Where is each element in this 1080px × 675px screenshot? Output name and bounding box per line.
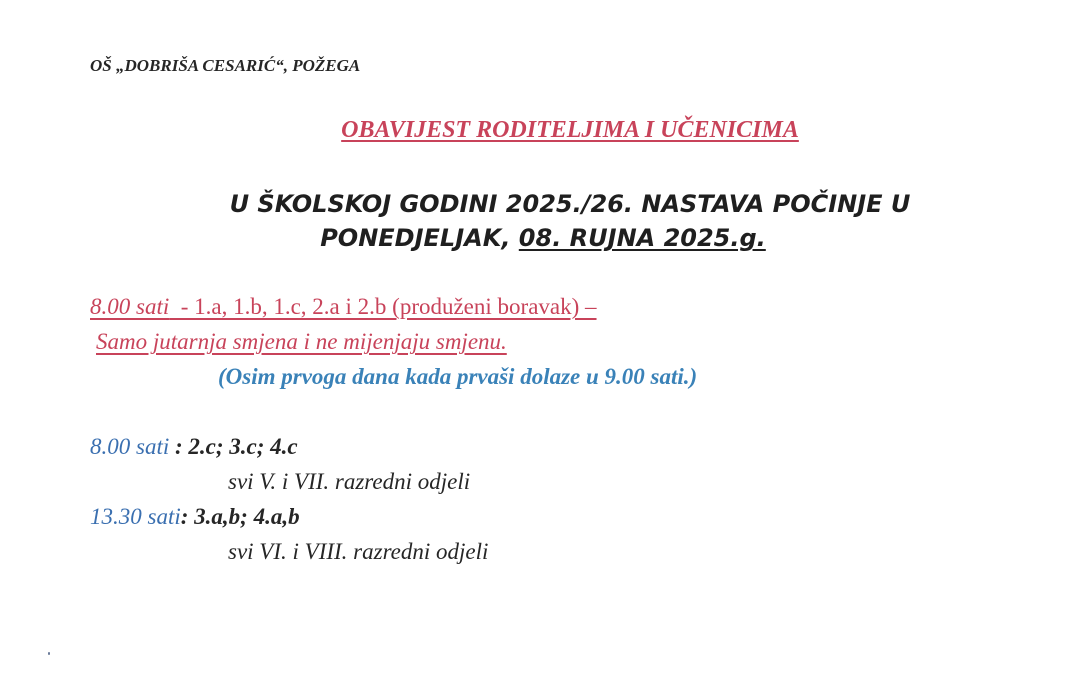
school-name: OŠ „DOBRIŠA CESARIĆ“, POŽEGA bbox=[90, 56, 361, 75]
announcement-line-1: U ŠKOLSKOJ GODINI 2025./26. NASTAVA POČINJE U bbox=[229, 190, 911, 218]
schedule-row-afternoon bbox=[90, 504, 300, 530]
announcement-line-2 bbox=[0, 224, 1080, 252]
first-shift-line bbox=[90, 294, 597, 320]
schedule-separator: : bbox=[169, 434, 189, 459]
schedule-detail-afternoon: svi VI. i VIII. razredni odjeli bbox=[228, 539, 489, 564]
first-shift-note: Samo jutarnja smjena i ne mijenjaju smjenu. bbox=[96, 329, 507, 354]
first-shift-classes: - 1.a, 1.b, 1.c, 2.a i 2.b (produženi boravak) – bbox=[169, 294, 597, 319]
schedule-row-morning bbox=[90, 434, 298, 460]
notice-headline: OBAVIJEST RODITELJIMA I UČENICIMA bbox=[341, 117, 799, 143]
start-date: 08. RUJNA 2025.g. bbox=[518, 224, 766, 252]
first-shift-time: 8.00 sati bbox=[90, 294, 170, 319]
schedule-classes: 3.a,b; 4.a,b bbox=[194, 504, 300, 529]
scan-speck bbox=[48, 652, 50, 655]
schedule-separator: : bbox=[180, 504, 195, 529]
schedule-classes: 2.c; 3.c; 4.c bbox=[188, 434, 298, 459]
schedule-time: 13.30 sati bbox=[90, 504, 181, 529]
announcement-day: PONEDJELJAK, bbox=[320, 224, 519, 252]
schedule-detail-morning: svi V. i VII. razredni odjeli bbox=[228, 469, 471, 494]
first-day-exception: (Osim prvoga dana kada prvaši dolaze u 9.00 sati.) bbox=[218, 364, 698, 389]
schedule-time: 8.00 sati bbox=[90, 434, 170, 459]
